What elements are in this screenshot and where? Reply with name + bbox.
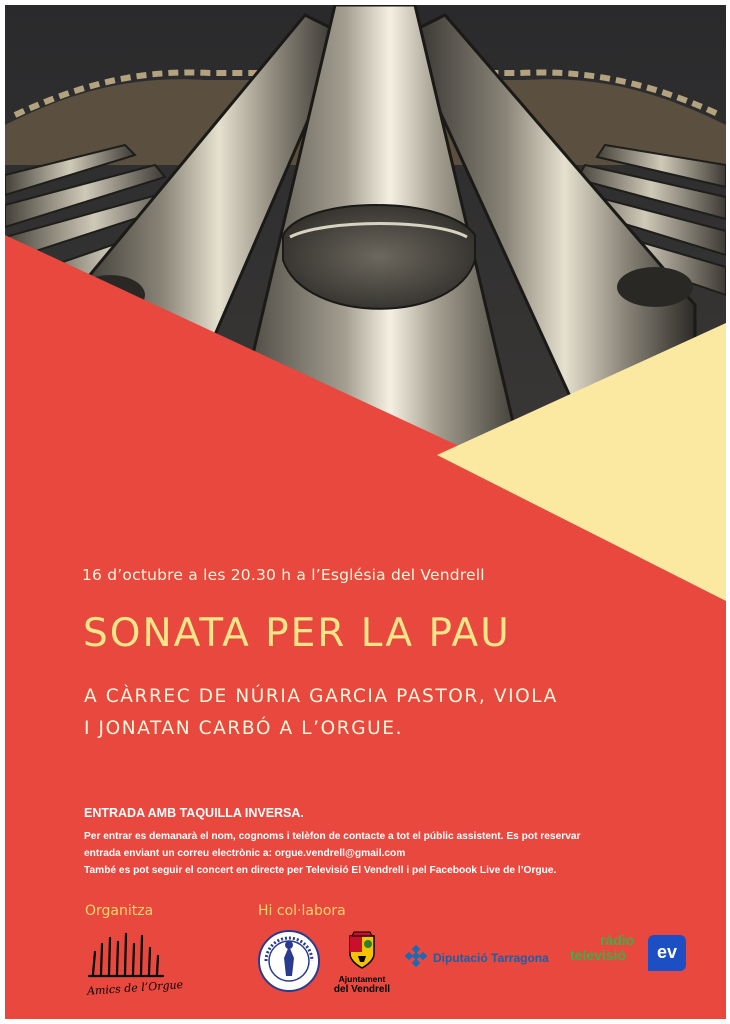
- info-line-2: entrada enviant un correu electrònic a: orgue.vendrell@gmail.com: [84, 848, 406, 859]
- radio-television-logo: [570, 933, 690, 981]
- info-line-1: Per entrar es demanarà el nom, cognoms i telèfon de contacte a tot el públic assistent. Es pot reservar: [84, 831, 581, 842]
- organizer-label: Organitza: [85, 903, 154, 919]
- diputacio-emblem-icon: [403, 945, 429, 971]
- seal-icon: [258, 930, 320, 992]
- info-line-3: També es pot seguir el concert en directe per Televisió El Vendrell i pel Facebook Live de l’Orgue.: [84, 865, 557, 876]
- diputacio-text: Diputació Tarragona: [433, 951, 549, 965]
- amics-orgue-text: Amics de l’Orgue: [86, 978, 184, 998]
- collaborator-label: Hi col·labora: [258, 903, 346, 919]
- poster: [5, 5, 726, 1019]
- ev-badge-text: ev: [656, 942, 678, 962]
- ev-badge: [648, 935, 686, 971]
- ajuntament-line-1: Ajuntament: [338, 974, 386, 984]
- subtitle-line-2: I JONATAN CARBÓ A L’ORGUE.: [84, 718, 404, 739]
- entrance-info: [84, 828, 684, 879]
- event-subtitle: [84, 681, 558, 745]
- event-title: SONATA PER LA PAU: [83, 611, 511, 656]
- organ-pipes-icon: [87, 930, 167, 980]
- entrance-heading: ENTRADA AMB TAQUILLA INVERSA.: [84, 806, 304, 820]
- parish-seal-logo: [258, 930, 320, 992]
- amics-orgue-logo: [86, 930, 184, 1000]
- subtitle-line-1: A CÀRREC DE NÚRIA GARCIA PASTOR, VIOLA: [84, 686, 558, 707]
- event-date-line: 16 d’octubre a les 20.30 h a l’Església del Vendrell: [82, 566, 485, 584]
- ajuntament-logo: [327, 930, 397, 995]
- diputacio-logo: [403, 943, 563, 973]
- radio-line-2: televisió: [570, 947, 627, 963]
- coat-of-arms-icon: [344, 930, 380, 970]
- radio-line-1: ràdio: [600, 932, 635, 948]
- ajuntament-line-2: del Vendrell: [333, 984, 391, 995]
